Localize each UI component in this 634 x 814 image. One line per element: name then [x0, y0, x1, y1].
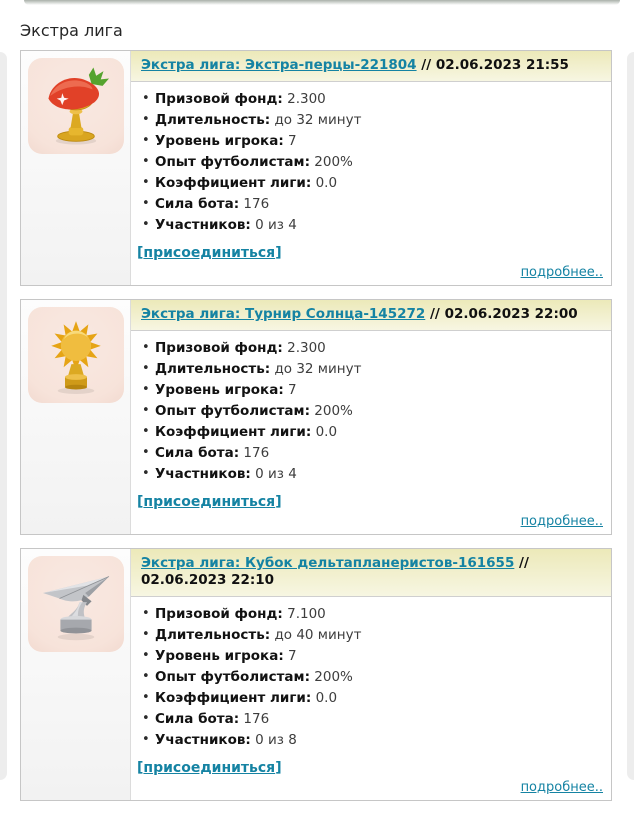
field-value: 7: [288, 133, 297, 149]
page-left-edge: [0, 52, 7, 780]
tournament-title-link[interactable]: Экстра лига: Кубок дельтапланеристов-161655: [141, 555, 515, 571]
field-value: 2.300: [287, 340, 326, 356]
card-header: [131, 300, 611, 331]
card-body: [131, 51, 611, 285]
more-link[interactable]: подробнее..: [520, 514, 603, 529]
field-item: [155, 627, 611, 643]
field-label: Призовой фонд:: [155, 340, 283, 356]
tournament-datetime: 02.06.2023 21:55: [435, 57, 569, 73]
field-item: [155, 175, 611, 191]
hang-glider-trophy-icon: [32, 560, 120, 648]
field-item: [155, 403, 611, 419]
more-row: [131, 778, 611, 800]
field-item: [155, 690, 611, 706]
field-label: Участников:: [155, 732, 251, 748]
pepper-trophy-icon: [32, 62, 120, 150]
field-label: Сила бота:: [155, 445, 240, 461]
field-label: Опыт футболистам:: [155, 403, 310, 419]
tournament-card: [20, 548, 612, 801]
page-right-edge: [627, 52, 634, 780]
field-item: [155, 217, 611, 233]
card-fields: [131, 606, 611, 753]
field-value: 200%: [314, 154, 353, 170]
tournament-card: [20, 299, 612, 535]
field-value: 200%: [314, 403, 353, 419]
field-value: 7: [288, 382, 297, 398]
join-link[interactable]: присоединиться: [143, 494, 276, 510]
join-bracket-close: ]: [275, 245, 282, 261]
trophy-icon-tile: [28, 58, 124, 154]
field-item: [155, 424, 611, 440]
field-label: Опыт футболистам:: [155, 154, 310, 170]
card-fields: [131, 91, 611, 238]
field-label: Участников:: [155, 466, 251, 482]
field-value: 2.300: [287, 91, 326, 107]
field-item: [155, 606, 611, 622]
field-item: [155, 91, 611, 107]
top-header-edge: [24, 0, 620, 5]
tournament-separator: //: [421, 57, 432, 73]
field-item: [155, 361, 611, 377]
field-label: Уровень игрока:: [155, 648, 284, 664]
card-header: [131, 549, 611, 597]
field-value: 0.0: [315, 424, 338, 440]
field-item: [155, 112, 611, 128]
more-row: [131, 263, 611, 285]
more-row: [131, 512, 611, 534]
field-value: 7: [288, 648, 297, 664]
field-label: Участников:: [155, 217, 251, 233]
field-value: 200%: [314, 669, 353, 685]
field-label: Длительность:: [155, 627, 271, 643]
trophy-icon-tile: [28, 307, 124, 403]
card-header: [131, 51, 611, 82]
field-item: [155, 669, 611, 685]
field-label: Длительность:: [155, 112, 271, 128]
field-label: Длительность:: [155, 361, 271, 377]
tournament-card: [20, 50, 612, 286]
field-value: 176: [243, 196, 270, 212]
field-value: до 40 минут: [274, 627, 362, 643]
tournament-separator: //: [519, 555, 529, 571]
card-body: [131, 300, 611, 534]
field-value: 7.100: [287, 606, 326, 622]
tournament-datetime: 02.06.2023 22:00: [444, 306, 578, 322]
join-bracket-open: [: [137, 494, 144, 510]
field-label: Сила бота:: [155, 711, 240, 727]
join-bracket-open: [: [137, 760, 144, 776]
join-bracket-close: ]: [275, 494, 282, 510]
card-icon-column: [21, 51, 131, 285]
tournament-card-list: [20, 50, 612, 814]
field-label: Опыт футболистам:: [155, 669, 310, 685]
join-bracket-close: ]: [275, 760, 282, 776]
field-label: Уровень игрока:: [155, 133, 284, 149]
field-item: [155, 154, 611, 170]
page-title: Экстра лига: [20, 21, 123, 40]
tournament-datetime: 02.06.2023 22:10: [141, 572, 275, 588]
field-item: [155, 711, 611, 727]
field-value: 0 из 8: [255, 732, 297, 748]
card-icon-column: [21, 549, 131, 800]
field-label: Коэффициент лиги:: [155, 424, 312, 440]
card-icon-column: [21, 300, 131, 534]
trophy-icon-tile: [28, 556, 124, 652]
field-label: Сила бота:: [155, 196, 240, 212]
field-item: [155, 133, 611, 149]
more-link[interactable]: подробнее..: [520, 780, 603, 795]
sun-trophy-icon: [32, 311, 120, 399]
field-value: 0.0: [315, 175, 338, 191]
field-label: Коэффициент лиги:: [155, 175, 312, 191]
join-link-wrapper: [137, 243, 611, 263]
field-item: [155, 382, 611, 398]
field-value: 0 из 4: [255, 217, 297, 233]
field-label: Призовой фонд:: [155, 606, 283, 622]
field-value: до 32 минут: [274, 112, 362, 128]
more-link[interactable]: подробнее..: [520, 265, 603, 280]
field-item: [155, 466, 611, 482]
field-item: [155, 445, 611, 461]
field-value: 0 из 4: [255, 466, 297, 482]
join-link-wrapper: [137, 758, 611, 778]
field-item: [155, 648, 611, 664]
field-value: до 32 минут: [274, 361, 362, 377]
field-item: [155, 732, 611, 748]
join-bracket-open: [: [137, 245, 144, 261]
field-label: Коэффициент лиги:: [155, 690, 312, 706]
tournament-title-link[interactable]: Экстра лига: Экстра-перцы-221804: [141, 57, 417, 73]
field-item: [155, 196, 611, 212]
card-body: [131, 549, 611, 800]
join-link[interactable]: присоединиться: [143, 760, 276, 776]
field-label: Уровень игрока:: [155, 382, 284, 398]
card-fields: [131, 340, 611, 487]
field-value: 176: [243, 445, 270, 461]
field-value: 0.0: [315, 690, 338, 706]
join-link[interactable]: присоединиться: [143, 245, 276, 261]
field-value: 176: [243, 711, 270, 727]
tournament-title-link[interactable]: Экстра лига: Турнир Солнца-145272: [141, 306, 426, 322]
field-item: [155, 340, 611, 356]
field-label: Призовой фонд:: [155, 91, 283, 107]
join-link-wrapper: [137, 492, 611, 512]
tournament-separator: //: [429, 306, 440, 322]
